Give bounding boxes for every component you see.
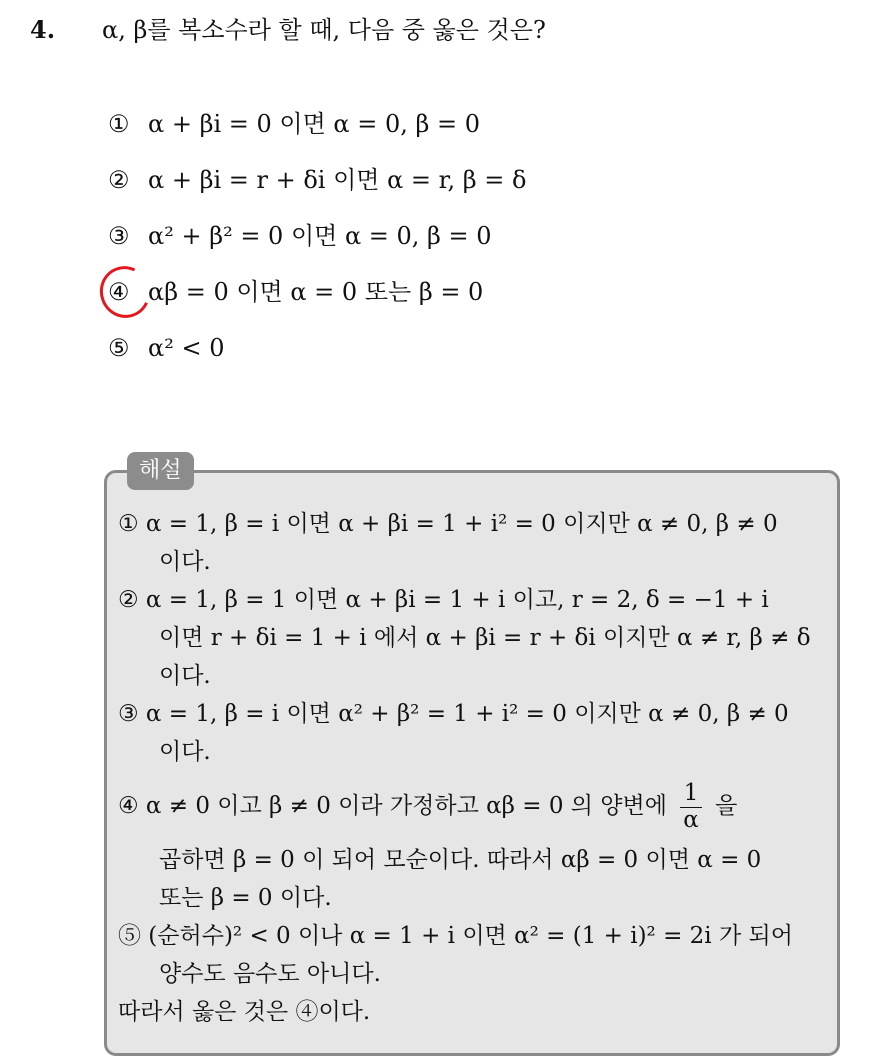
fraction-denominator: α bbox=[683, 806, 699, 833]
choice-text: α + βi = 0 이면 α = 0, β = 0 bbox=[148, 110, 481, 138]
choice-mark: ③ bbox=[108, 222, 130, 250]
choice-text: αβ = 0 이면 α = 0 또는 β = 0 bbox=[148, 278, 484, 306]
solution-line-4-before: ④ α ≠ 0 이고 β ≠ 0 이라 가정하고 αβ = 0 의 양변에 bbox=[118, 793, 667, 819]
solution-line: 이다. bbox=[159, 739, 211, 765]
fraction-numerator: 1 bbox=[680, 781, 702, 807]
answer-choices bbox=[108, 104, 526, 384]
choice-mark: ④ bbox=[108, 278, 130, 306]
solution-conclusion: 따라서 옳은 것은 ④이다. bbox=[118, 999, 371, 1025]
choice-mark: ⑤ bbox=[108, 334, 130, 362]
solution-line: 이다. bbox=[159, 549, 211, 575]
problem-stem: α, β를 복소수라 할 때, 다음 중 옳은 것은? bbox=[102, 16, 546, 44]
problem-header bbox=[30, 10, 546, 45]
solution-line-4 bbox=[118, 771, 832, 841]
solution-line: ① α = 1, β = i 이면 α + βi = 1 + i² = 0 이지만 α ≠ 0, β ≠ 0 bbox=[118, 511, 778, 537]
choice-text: α + βi = r + δi 이면 α = r, β = δ bbox=[148, 166, 527, 194]
choice-5[interactable] bbox=[108, 328, 526, 384]
fraction-one-over-alpha bbox=[680, 781, 702, 833]
solution-line: 또는 β = 0 이다. bbox=[159, 885, 332, 911]
problem-number: 4. bbox=[30, 15, 56, 44]
solution-body bbox=[118, 505, 832, 1031]
choice-mark: ② bbox=[108, 166, 130, 194]
choice-4[interactable] bbox=[108, 272, 526, 328]
solution-line: 양수도 음수도 아니다. bbox=[159, 961, 381, 987]
solution-line: 이면 r + δi = 1 + i 에서 α + βi = r + δi 이지만 α ≠ r, β ≠ δ bbox=[159, 625, 811, 651]
choice-3[interactable] bbox=[108, 216, 526, 272]
solution-line: 이다. bbox=[159, 663, 211, 689]
choice-mark: ① bbox=[108, 110, 130, 138]
choice-text: α² < 0 bbox=[148, 334, 225, 362]
solution-tag: 해설 bbox=[127, 452, 194, 490]
solution-line: 곱하면 β = 0 이 되어 모순이다. 따라서 αβ = 0 이면 α = 0 bbox=[159, 847, 762, 873]
solution-line-4-after: 을 bbox=[715, 793, 738, 819]
solution-line: ⑤ (순허수)² < 0 이나 α = 1 + i 이면 α² = (1 + i)² = 2i 가 되어 bbox=[118, 923, 793, 949]
solution-line: ② α = 1, β = 1 이면 α + βi = 1 + i 이고, r = 2, δ = −1 + i bbox=[118, 587, 769, 613]
choice-2[interactable] bbox=[108, 160, 526, 216]
choice-1[interactable] bbox=[108, 104, 526, 160]
solution-line: ③ α = 1, β = i 이면 α² + β² = 1 + i² = 0 이지만 α ≠ 0, β ≠ 0 bbox=[118, 701, 789, 727]
choice-text: α² + β² = 0 이면 α = 0, β = 0 bbox=[148, 222, 492, 250]
